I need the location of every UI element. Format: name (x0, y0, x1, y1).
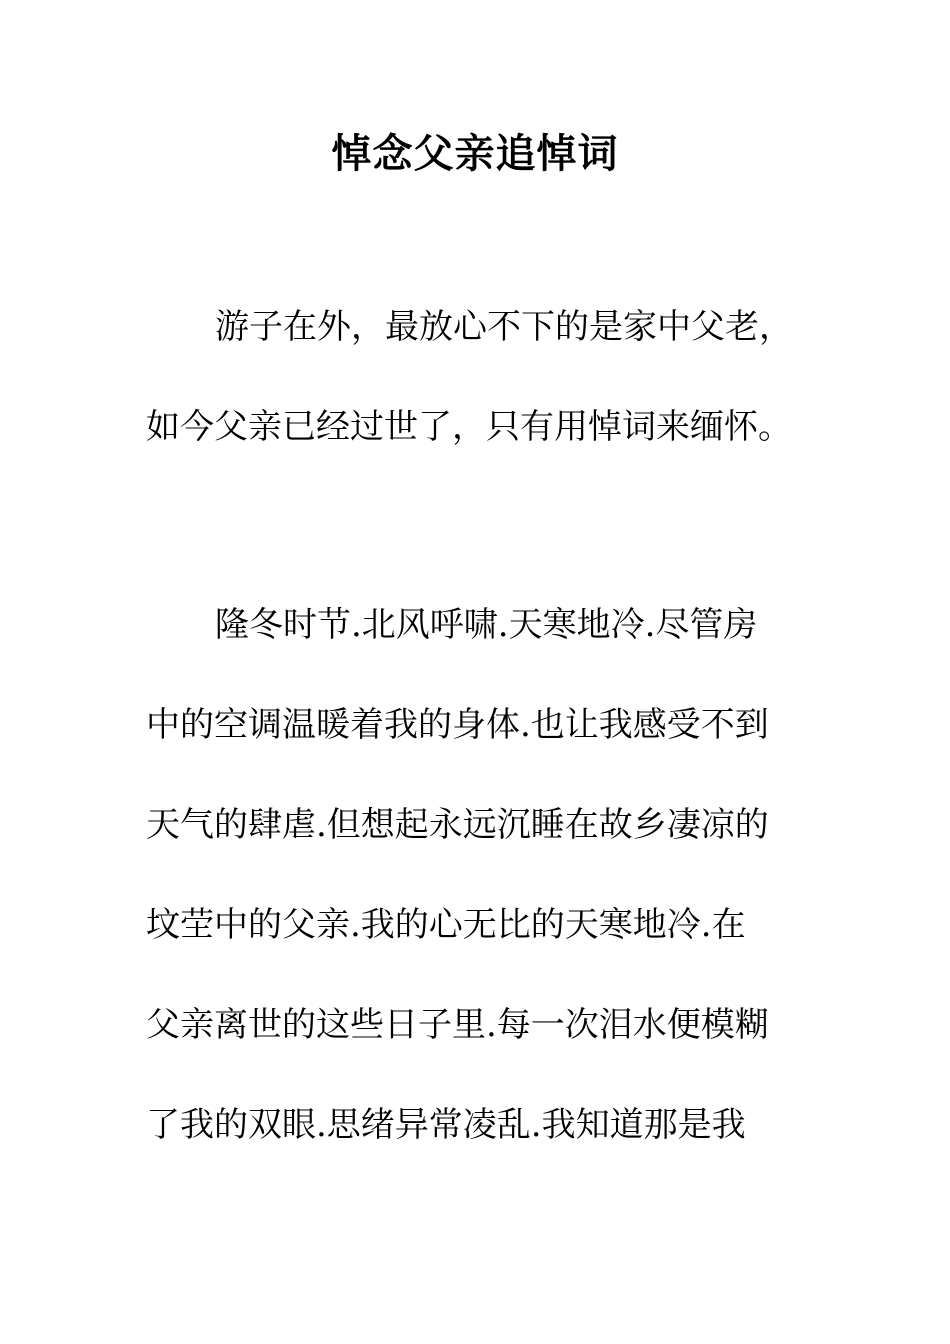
document-title: 悼念父亲追悼词 (331, 130, 619, 177)
paragraph-line: 天气的肆虐.但想起永远沉睡在故乡凄凉的 (146, 805, 769, 845)
paragraph-line: 坟茔中的父亲.我的心无比的天寒地冷.在 (146, 905, 746, 945)
paragraph-line: 如今父亲已经过世了，只有用悼词来缅怀。 (146, 407, 792, 447)
paragraph-line: 了我的双眼.思绪异常凌乱.我知道那是我 (146, 1105, 746, 1145)
paragraph-line: 中的空调温暖着我的身体.也让我感受不到 (146, 705, 769, 745)
paragraph-line: 游子在外，最放心不下的是家中父老， (215, 307, 793, 347)
paragraph-line: 隆冬时节.北风呼啸.天寒地冷.尽管房 (215, 605, 758, 645)
paragraph-line: 父亲离世的这些日子里.每一次泪水便模糊 (146, 1005, 769, 1045)
